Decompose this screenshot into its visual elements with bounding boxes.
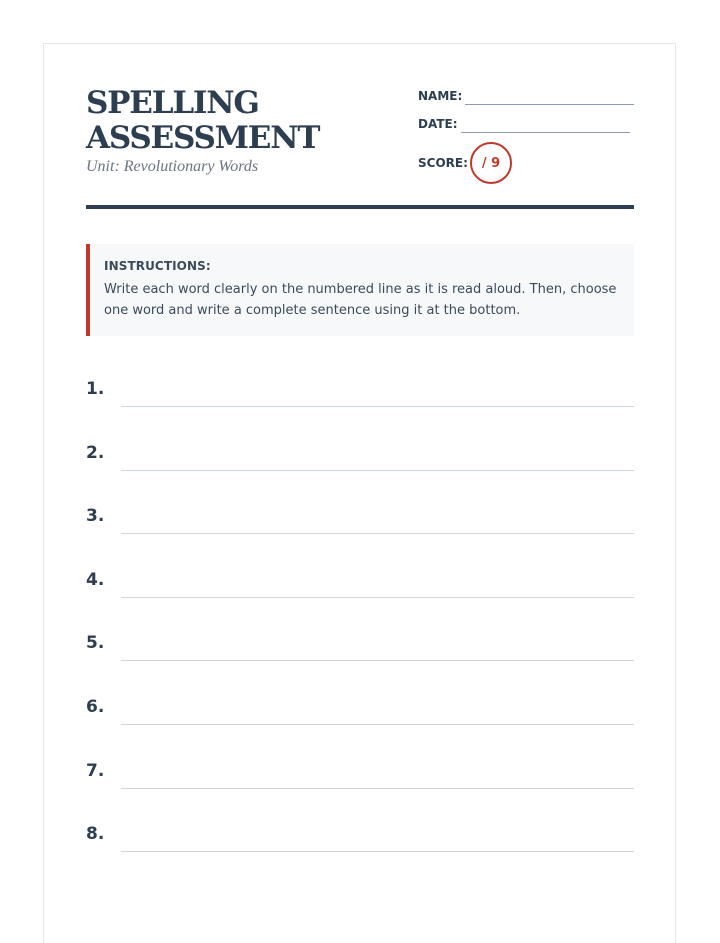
answer-row xyxy=(86,818,634,854)
title-line-1: SPELLING xyxy=(86,85,259,121)
item-number: 4. xyxy=(86,570,105,590)
item-number: 5. xyxy=(86,633,105,653)
date-label: DATE: xyxy=(418,117,458,131)
item-number: 3. xyxy=(86,506,105,526)
answer-line[interactable] xyxy=(121,597,634,598)
name-field[interactable] xyxy=(465,104,634,105)
answer-line[interactable] xyxy=(121,470,634,471)
answer-line[interactable] xyxy=(121,660,634,661)
item-number: 6. xyxy=(86,697,105,717)
page-title xyxy=(86,86,319,156)
name-label: NAME: xyxy=(418,89,463,103)
item-number: 1. xyxy=(86,379,105,399)
answer-line[interactable] xyxy=(121,406,634,407)
item-number: 8. xyxy=(86,824,105,844)
answer-line[interactable] xyxy=(121,724,634,725)
answer-line[interactable] xyxy=(121,788,634,789)
answer-line[interactable] xyxy=(121,851,634,852)
answer-row xyxy=(86,691,634,727)
date-field[interactable] xyxy=(461,132,630,133)
answer-row xyxy=(86,755,634,791)
instructions-box xyxy=(86,244,634,336)
title-line-2: ASSESSMENT xyxy=(86,120,320,156)
instructions-text: Write each word clearly on the numbered line as it is read aloud. Then, choose one word and write a complete sentence using it at the bottom. xyxy=(104,282,617,318)
answer-row xyxy=(86,627,634,663)
score-badge xyxy=(470,142,512,184)
answer-row xyxy=(86,564,634,600)
item-number: 7. xyxy=(86,761,105,781)
score-value: / 9 xyxy=(481,155,501,171)
answer-row xyxy=(86,437,634,473)
item-number: 2. xyxy=(86,443,105,463)
answer-row xyxy=(86,373,634,409)
answer-row xyxy=(86,500,634,536)
instructions-heading: INSTRUCTIONS: xyxy=(104,259,211,273)
answer-line[interactable] xyxy=(121,533,634,534)
header-divider xyxy=(86,205,634,209)
unit-subtitle: Unit: Revolutionary Words xyxy=(86,158,259,175)
worksheet-page xyxy=(43,43,676,943)
score-label: SCORE: xyxy=(418,156,468,170)
